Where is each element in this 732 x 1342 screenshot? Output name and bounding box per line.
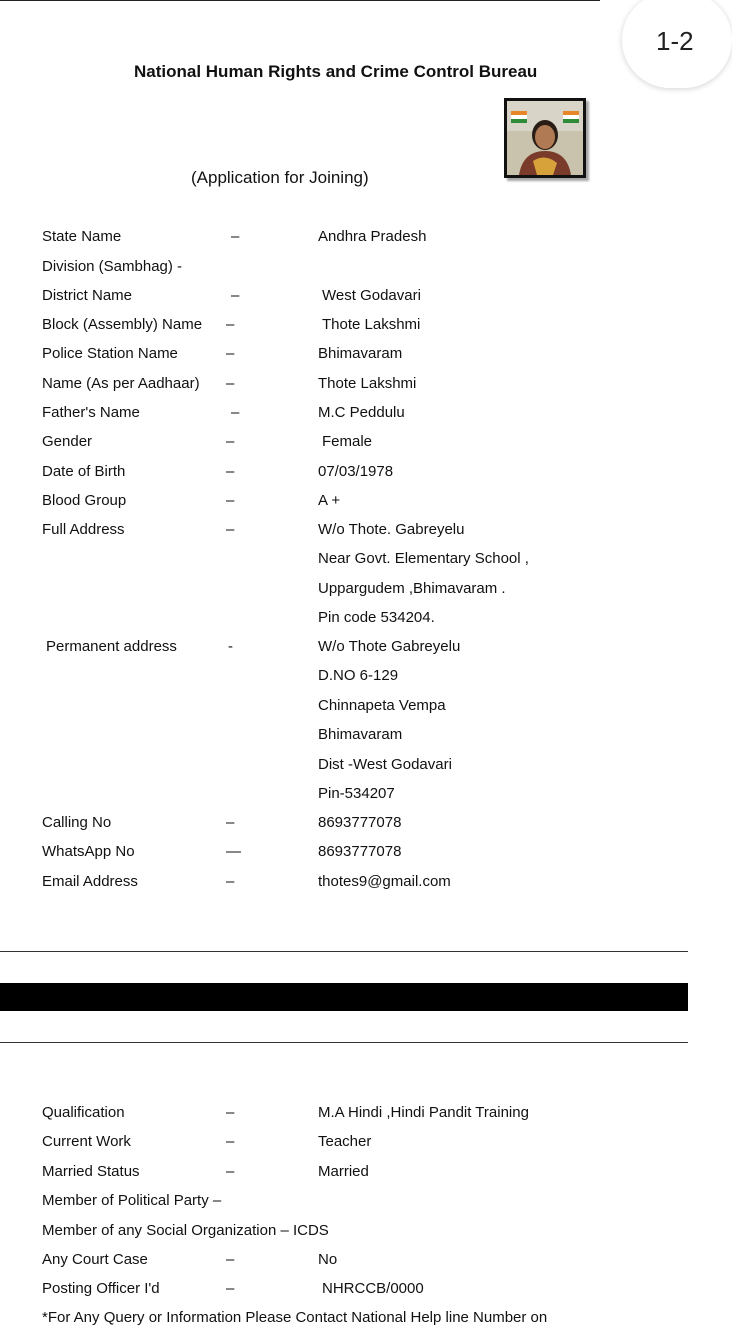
- aadhaar-name-label: Name (As per Aadhaar): [42, 375, 200, 392]
- police-station-separator: –: [226, 345, 235, 362]
- whatsapp-no-value: 8693777078: [318, 843, 402, 860]
- permanent-address-separator: -: [228, 638, 233, 655]
- social-organization-label: Member of any Social Organization – ICDS: [42, 1222, 329, 1239]
- police-station-value: Bhimavaram: [318, 345, 403, 362]
- married-status-label: Married Status: [42, 1163, 140, 1180]
- email-label: Email Address: [42, 873, 138, 890]
- calling-no-label: Calling No: [42, 814, 112, 831]
- top-edge-line: [0, 0, 600, 1]
- gender-value: Female: [322, 433, 373, 450]
- email-value: thotes9@gmail.com: [318, 873, 451, 890]
- district-name-label: District Name: [42, 287, 133, 304]
- aadhaar-name-separator: –: [226, 375, 235, 392]
- email-separator: –: [226, 873, 235, 890]
- district-name-value: West Godavari: [322, 287, 421, 304]
- posting-officer-value: NHRCCB/0000: [322, 1280, 424, 1297]
- police-station-label: Police Station Name: [42, 345, 178, 362]
- current-work-separator: –: [226, 1133, 235, 1150]
- gender-separator: –: [226, 433, 235, 450]
- district-name-separator: –: [231, 287, 240, 304]
- calling-no-value: 8693777078: [318, 814, 402, 831]
- qualification-value: M.A Hindi ,Hindi Pandit Training: [318, 1104, 529, 1121]
- fathers-name-label: Father's Name: [42, 404, 140, 421]
- permanent-address-line-6: Pin-534207: [318, 785, 395, 802]
- full-address-line-1: W/o Thote. Gabreyelu: [318, 521, 465, 538]
- full-address-separator: –: [226, 521, 235, 538]
- posting-officer-separator: –: [226, 1280, 235, 1297]
- aadhaar-name-value: Thote Lakshmi: [318, 375, 417, 392]
- footer-note: *For Any Query or Information Please Contact National Help line Number on: [42, 1309, 548, 1326]
- whatsapp-no-label: WhatsApp No: [42, 843, 135, 860]
- married-status-value: Married: [318, 1163, 369, 1180]
- qualification-separator: –: [226, 1104, 235, 1121]
- gender-label: Gender: [42, 433, 93, 450]
- applicant-photo-image: [507, 101, 583, 175]
- permanent-address-line-2: D.NO 6-129: [318, 667, 399, 684]
- dob-value: 07/03/1978: [318, 463, 394, 480]
- dob-separator: –: [226, 463, 235, 480]
- block-name-label: Block (Assembly) Name: [42, 316, 203, 333]
- blood-group-value: A +: [318, 492, 341, 509]
- whatsapp-no-separator: —: [226, 843, 241, 860]
- permanent-address-line-4: Bhimavaram: [318, 726, 403, 743]
- document-subtitle: (Application for Joining): [191, 168, 369, 187]
- page-break-line-bottom: [0, 1042, 688, 1043]
- state-name-value: Andhra Pradesh: [318, 228, 427, 245]
- dob-label: Date of Birth: [42, 463, 126, 480]
- court-case-value: No: [318, 1251, 338, 1268]
- posting-officer-label: Posting Officer I'd: [42, 1280, 160, 1297]
- permanent-address-label: Permanent address: [46, 638, 177, 655]
- political-party-label: Member of Political Party –: [42, 1192, 222, 1209]
- current-work-value: Teacher: [318, 1133, 372, 1150]
- page-count-text: 1-2: [656, 26, 694, 56]
- state-name-label: State Name: [42, 228, 122, 245]
- permanent-address-line-5: Dist -West Godavari: [318, 756, 452, 773]
- permanent-address-line-1: W/o Thote Gabreyelu: [318, 638, 461, 655]
- page-break-line-top: [0, 951, 688, 952]
- calling-no-separator: –: [226, 814, 235, 831]
- blood-group-label: Blood Group: [42, 492, 127, 509]
- fathers-name-separator: –: [231, 404, 240, 421]
- page-gap-bar: [0, 983, 688, 1011]
- court-case-label: Any Court Case: [42, 1251, 148, 1268]
- married-status-separator: –: [226, 1163, 235, 1180]
- division-label: Division (Sambhag) -: [42, 258, 183, 275]
- block-name-separator: –: [226, 316, 235, 333]
- page-count-badge[interactable]: [622, 0, 732, 88]
- current-work-label: Current Work: [42, 1133, 131, 1150]
- permanent-address-line-3: Chinnapeta Vempa: [318, 697, 446, 714]
- block-name-value: Thote Lakshmi: [322, 316, 421, 333]
- full-address-label: Full Address: [42, 521, 125, 538]
- full-address-line-2: Near Govt. Elementary School ,: [318, 550, 529, 567]
- full-address-line-3: Uppargudem ,Bhimavaram .: [318, 580, 506, 597]
- qualification-label: Qualification: [42, 1104, 125, 1121]
- full-address-line-4: Pin code 534204.: [318, 609, 435, 626]
- state-name-separator: –: [231, 228, 240, 245]
- applicant-photo: [504, 98, 586, 178]
- fathers-name-value: M.C Peddulu: [318, 404, 405, 421]
- blood-group-separator: –: [226, 492, 235, 509]
- court-case-separator: –: [226, 1251, 235, 1268]
- document-title: National Human Rights and Crime Control Bureau: [134, 62, 538, 81]
